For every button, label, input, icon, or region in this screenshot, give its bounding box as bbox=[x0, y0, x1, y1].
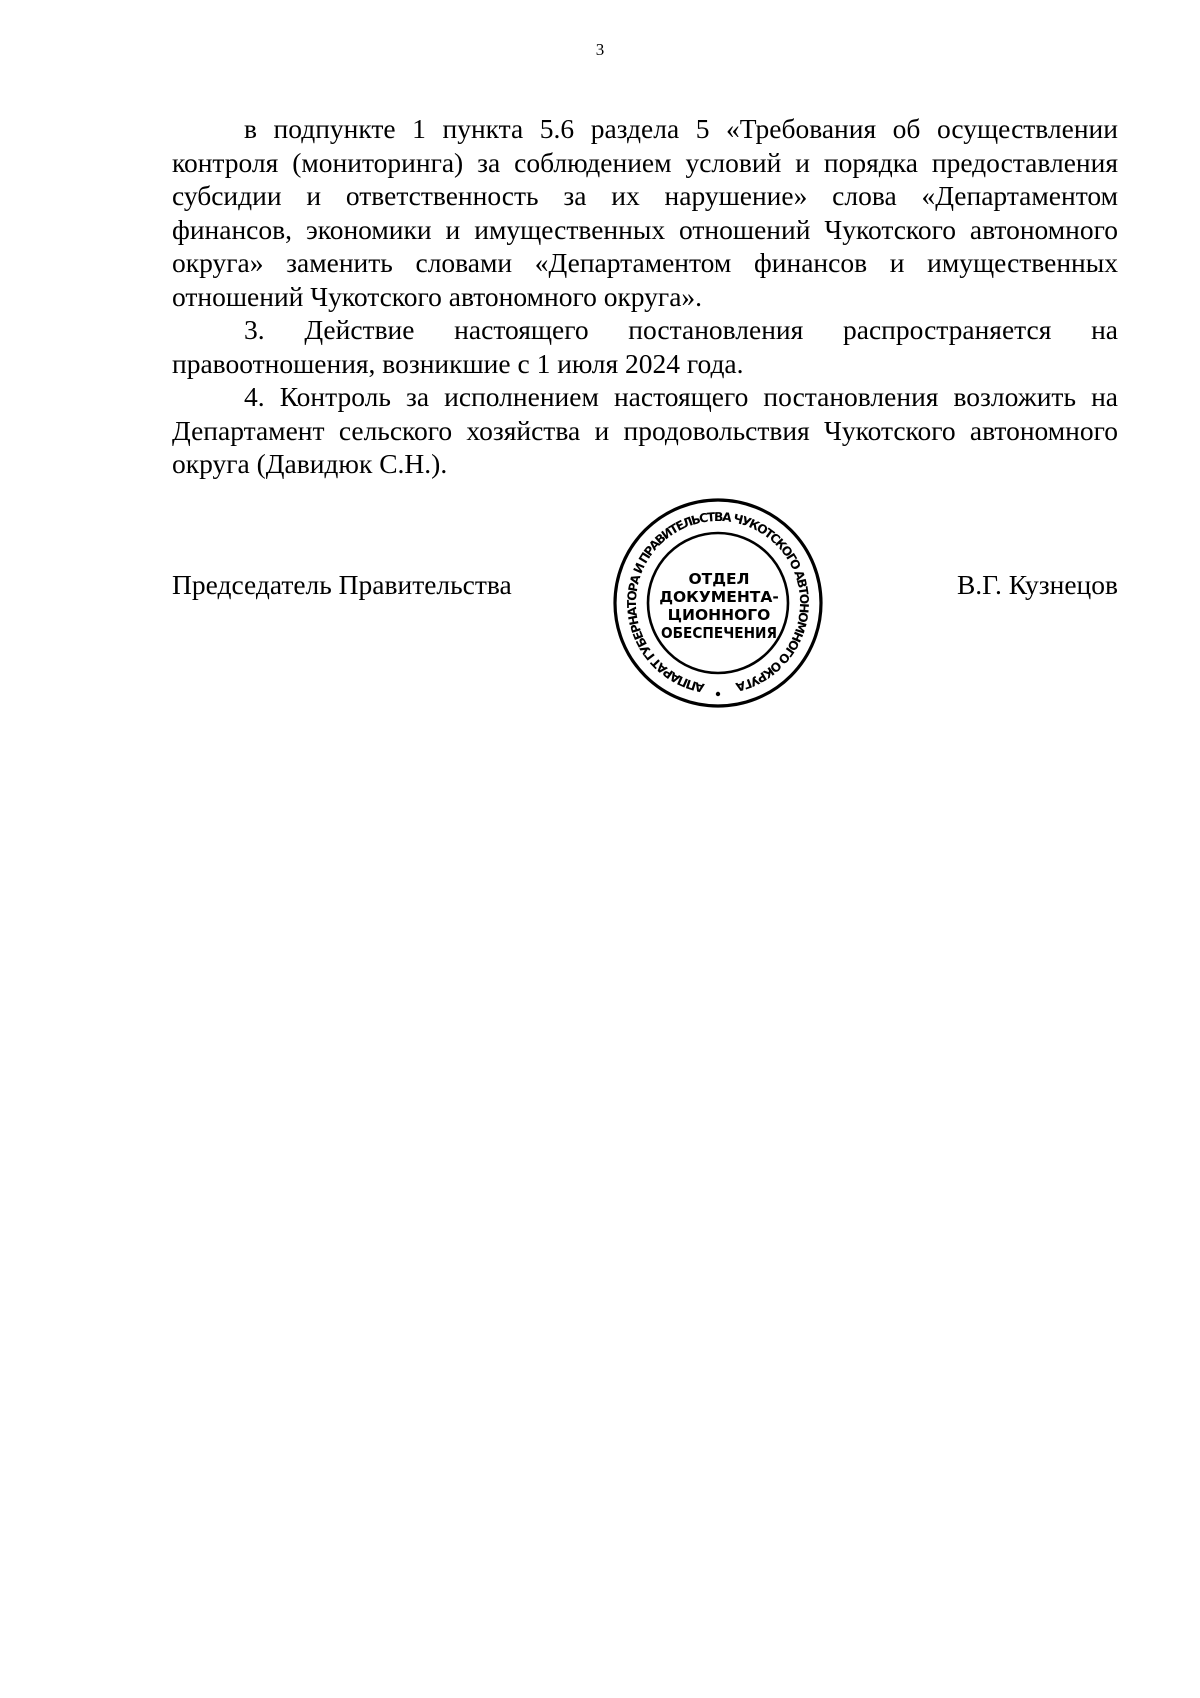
decree-body bbox=[172, 112, 1118, 481]
official-seal bbox=[611, 496, 825, 710]
seal-center-line-1: ОТДЕЛ bbox=[688, 570, 750, 588]
seal-center-line-4: ОБЕСПЕЧЕНИЯ bbox=[661, 624, 777, 642]
page-number: 3 bbox=[595, 40, 605, 59]
paragraph-amendment: в подпункте 1 пункта 5.6 раздела 5 «Требования об осуществлении контроля (мониторинга) за соблюдением условий и порядка предоставления субсидии и ответственность за их нарушение» слова «Департаментом финансов, экономики и имущественных отношений Чукотского автономного округа» заменить словами «Департаментом финансов и имущественных отношений Чукотского автономного округа». bbox=[172, 113, 1118, 312]
signatory-position: Председатель Правительства bbox=[172, 569, 512, 600]
seal-star-icon bbox=[716, 692, 720, 696]
paragraph-3: 3. Действие настоящего постановления распространяется на правоотношения, возникшие с 1 июля 2024 года. bbox=[172, 314, 1118, 379]
signature-block bbox=[0, 568, 1200, 608]
seal-center-line-2: ДОКУМЕНТА- bbox=[659, 588, 779, 606]
signatory-name: В.Г. Кузнецов bbox=[956, 569, 1118, 600]
seal-ring-text: АППАРАТ ГУБЕРНАТОРА И ПРАВИТЕЛЬСТВА ЧУКОТСКОГО АВТОНОМНОГО ОКРУГА bbox=[624, 509, 812, 695]
paragraph-4: 4. Контроль за исполнением настоящего постановления возложить на Департамент сельского хозяйства и продовольствия Чукотского автономного округа (Давидюк С.Н.). bbox=[172, 381, 1118, 479]
seal-center-line-3: ЦИОННОГО bbox=[667, 606, 771, 624]
